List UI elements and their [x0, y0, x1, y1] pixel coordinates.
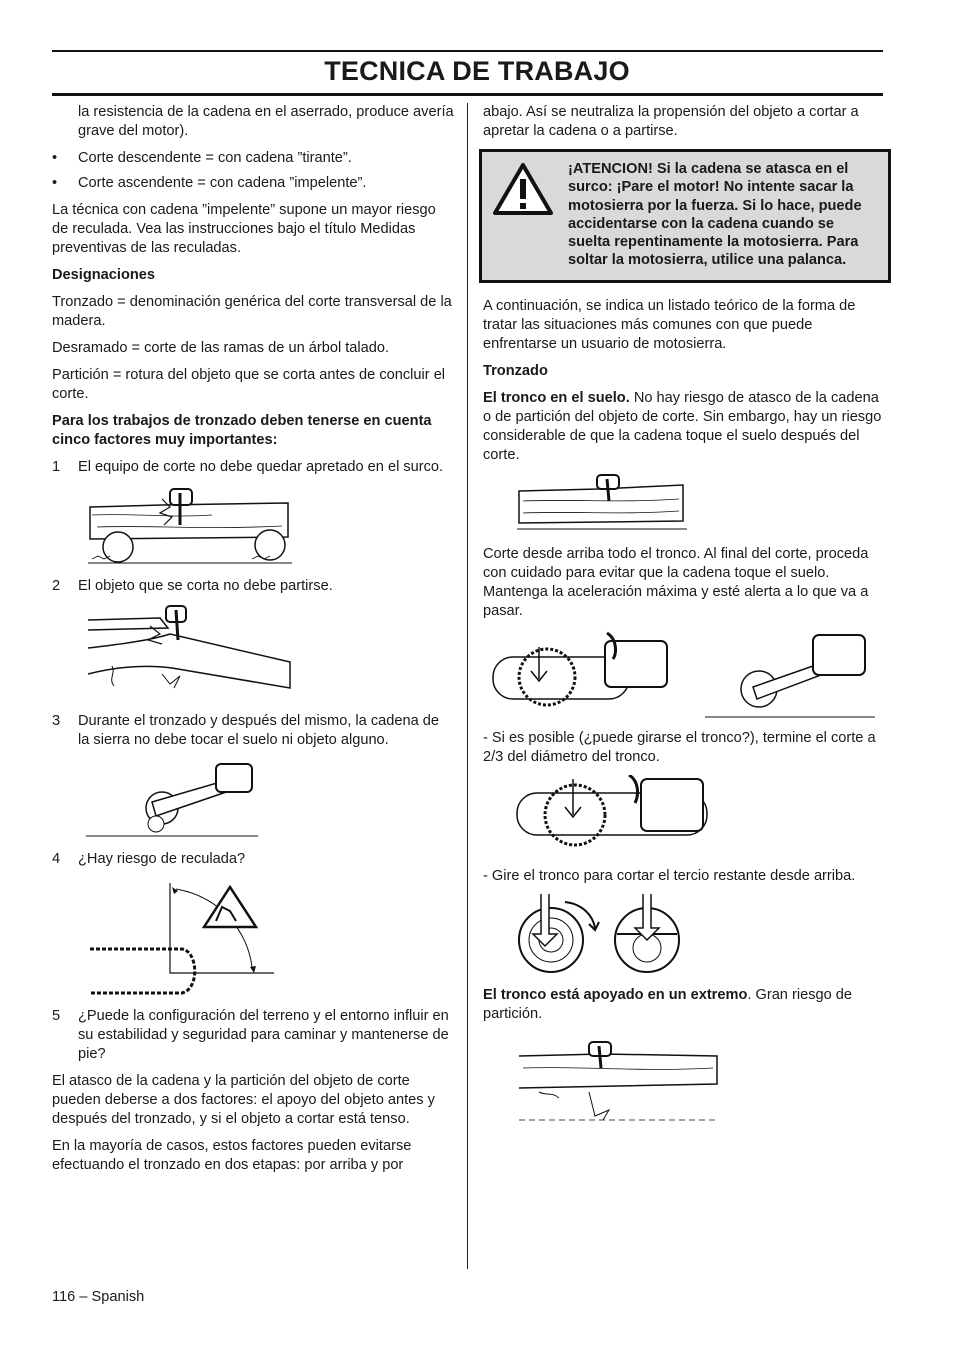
log-on-ground-illustration — [483, 473, 883, 537]
numbered-item-4: 4 ¿Hay riesgo de reculada? — [52, 851, 246, 867]
log-supported-illustration — [52, 485, 454, 569]
warning-text: ¡ATENCION! Si la cadena se atasca en el surco: ¡Pare el motor! No intente sacar la motosierra por la fuerza. Si lo hace, puede accidentarse con la cadena cuando se suelta repentinamente la motosierra. Para soltar la motosierra, utilice una palanca. — [568, 161, 862, 269]
definition-desramado: Desramado = corte de las ramas de un árbol talado. — [52, 340, 390, 356]
definition-tronzado: Tronzado = denominación genérica del corte transversal de la madera. — [52, 294, 452, 329]
page-number: 116 – Spanish — [52, 1289, 145, 1305]
bullet-item: • Corte descendente = con cadena ”tirante”. — [52, 150, 352, 166]
warning-icon — [492, 162, 554, 216]
continued-text: abajo. Así se neutraliza la propensión del objeto a cortar a apretar la cadena o a partirse. — [483, 104, 859, 139]
warning-box — [479, 149, 891, 283]
right-column — [483, 103, 883, 1132]
title-underline — [52, 93, 883, 96]
paragraph-tronco-suelo: El tronco en el suelo. No hay riesgo de atasco de la cadena o de partición del objeto de corte. Sin embargo, hay un riesgo considerable de que la cadena toque el suelo después del corte. — [483, 389, 882, 463]
bullet-item: • Corte ascendente = con cadena ”impelente”. — [52, 175, 367, 191]
paragraph-gire: - Gire el tronco para cortar el tercio restante desde arriba. — [483, 867, 856, 884]
log-splitting-illustration — [52, 604, 454, 704]
paragraph-atasco: El atasco de la cadena y la partición del objeto de corte pueden deberse a dos factores: el apoyo del objeto antes y después del tronzado, y si el objeto a cortar está tenso. — [52, 1073, 435, 1127]
paragraph-apoyado: El tronco está apoyado en un extremo. Gran riesgo de partición. — [483, 986, 853, 1022]
log-rotation-illustration — [483, 894, 883, 978]
page-title: TECNICA DE TRABAJO — [324, 56, 630, 86]
numbered-item-5: 5 ¿Puede la configuración del terreno y el entorno influir en su estabilidad y seguridad para caminar y mantenerse de pie? — [52, 1008, 449, 1062]
paragraph-mayoria: En la mayoría de casos, estos factores pueden evitarse efectuando el tronzado en dos etapas: por arriba y por — [52, 1138, 412, 1173]
paragraph-impelente: La técnica con cadena ”impelente” supone un mayor riesgo de reculada. Vea las instrucciones bajo el título Medidas preventivas de las reculadas. — [52, 202, 436, 256]
paragraph-girarse: - Si es posible (¿puede girarse el tronco?), termine el corte a 2/3 del diámetro del tronco. — [483, 729, 876, 765]
continued-text: la resistencia de la cadena en el aserrado, produce avería grave del motor). — [78, 104, 454, 139]
numbered-item-1: 1 El equipo de corte no debe quedar apretado en el surco. — [52, 459, 444, 475]
kickback-zone-illustration — [52, 877, 454, 999]
factors-heading: Para los trabajos de tronzado deben tenerse en cuenta cinco factores muy importantes: — [52, 413, 432, 448]
top-cut-illustration — [483, 629, 883, 721]
log-one-end-supported-illustration — [483, 1032, 883, 1124]
heading-designaciones: Designaciones — [52, 267, 156, 283]
numbered-item-3: 3 Durante el tronzado y después del mismo, la cadena de la sierra no debe tocar el suelo ni objeto alguno. — [52, 713, 440, 748]
two-thirds-cut-illustration — [483, 775, 883, 859]
left-column — [52, 103, 454, 1183]
numbered-item-2: 2 El objeto que se corta no debe partirse. — [52, 578, 333, 594]
column-divider — [467, 103, 468, 1269]
chain-ground-illustration — [52, 758, 454, 842]
heading-tronzado: Tronzado — [483, 362, 548, 379]
paragraph-listado: A continuación, se indica un listado teórico de la forma de tratar las situaciones más comunes con que puede enfrentarse un usuario de motosierra. — [483, 297, 856, 352]
paragraph-corte-arriba: Corte desde arriba todo el tronco. Al final del corte, proceda con cuidado para evitar que la cadena toque el suelo. Mantenga la aceleración máxima y esté alerta a lo que va a pasar. — [483, 545, 869, 619]
top-rule — [52, 50, 883, 52]
definition-particion: Partición = rotura del objeto que se corta antes de concluir el corte. — [52, 367, 446, 402]
